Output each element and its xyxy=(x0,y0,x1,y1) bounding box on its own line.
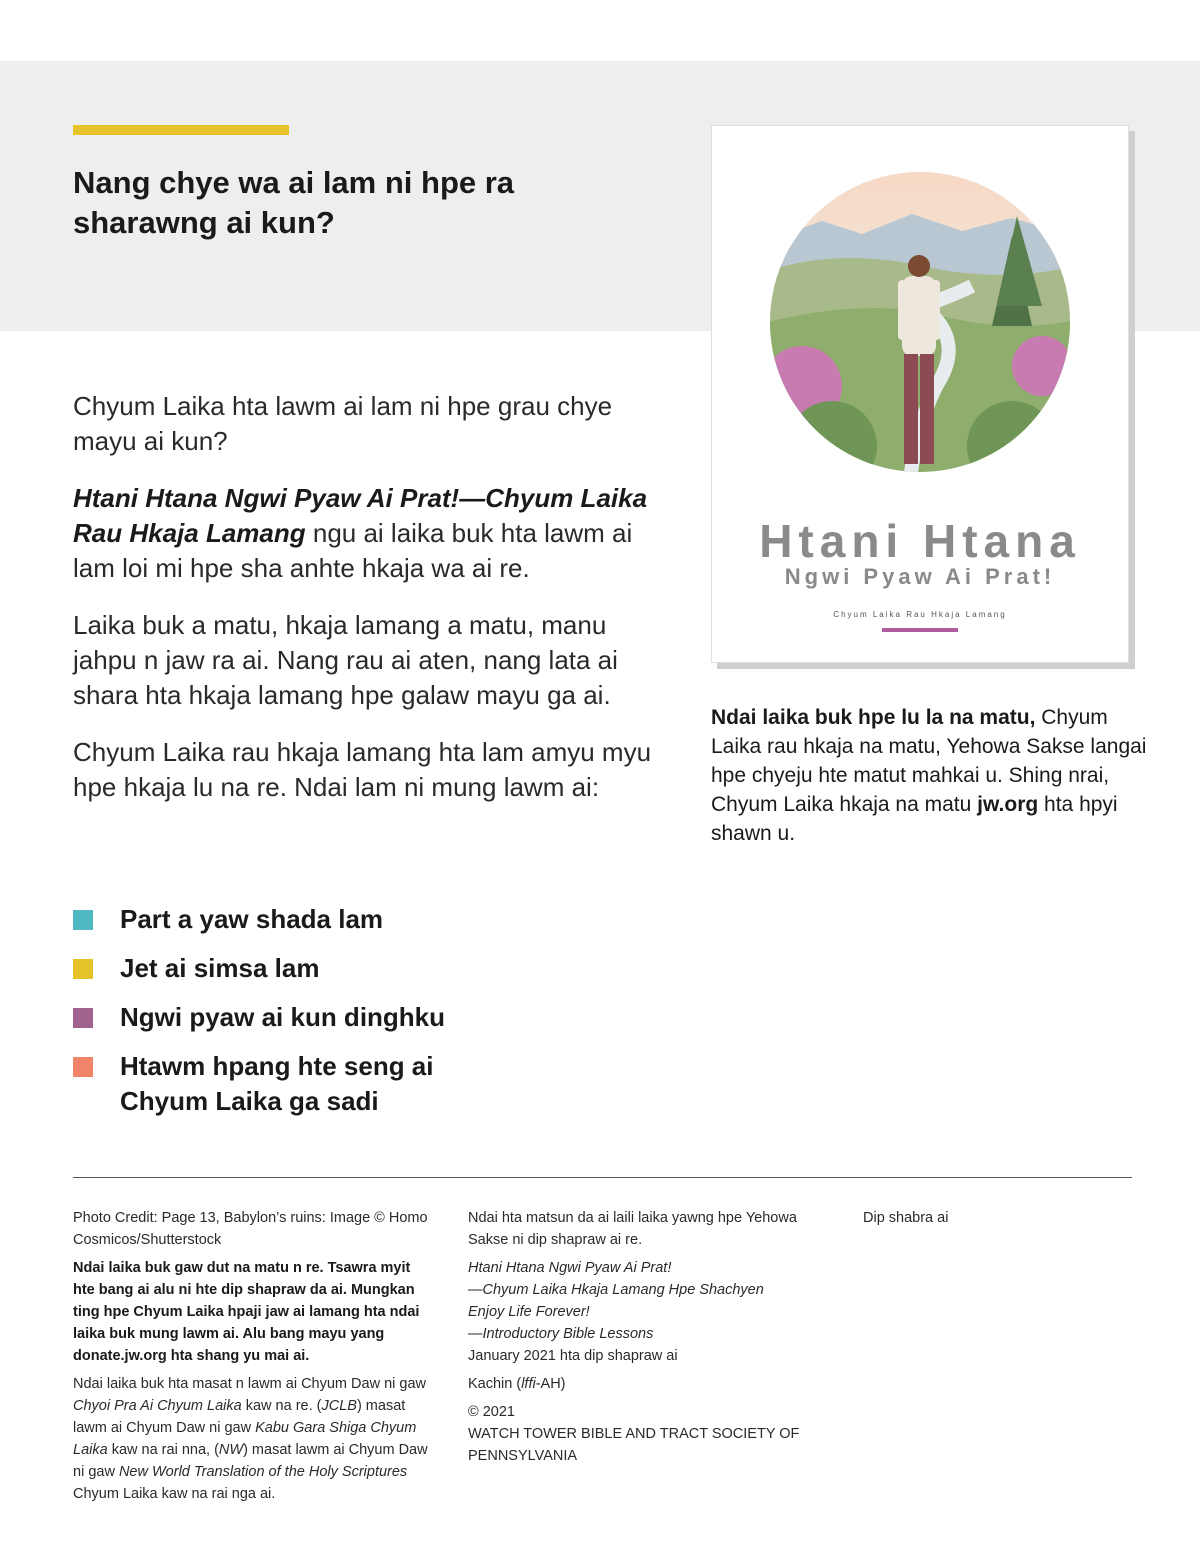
bible-note-text: ) masat lawm ai Chyum Daw ni gaw xyxy=(73,1398,406,1436)
footer-column-2 xyxy=(468,1207,818,1473)
bible-note-text: Chyum Laika kaw na rai nga ai. xyxy=(73,1486,276,1502)
cover-caption xyxy=(711,703,1151,848)
bible-versions-note xyxy=(73,1373,433,1505)
jw-org-link[interactable]: jw.org xyxy=(977,793,1039,816)
language-code-italic: lffi xyxy=(521,1376,536,1392)
title-line: —Introductory Bible Lessons xyxy=(468,1326,654,1342)
copyright-holder: WATCH TOWER BIBLE AND TRACT SOCIETY OF PENNSYLVANIA xyxy=(468,1426,800,1464)
publisher-note: Ndai hta matsun da ai laili laika yawng hpe Yehowa Sakse ni dip shapraw ai re. xyxy=(468,1210,797,1248)
topic-bullet xyxy=(73,959,93,979)
topic-label: Jet ai simsa lam xyxy=(120,953,320,983)
intro-paragraph-1: Chyum Laika hta lawm ai lam ni hpe grau chye mayu ai kun? xyxy=(73,391,613,456)
donation-note: Ndai laika buk gaw dut na matu n re. Tsawra myit hte bang ai alu ni hte dip shapraw da ai. Mungkan ting hpe Chyum Laika hpaji jaw ai lamang hta ndai laika buk mung lawm ai. Alu bang mayu yang donate.jw.org hta shang yu mai ai. xyxy=(73,1260,420,1364)
topic-bullet xyxy=(73,1008,93,1028)
footer-column-3 xyxy=(863,1207,1113,1235)
page-title-line1: Nang chye wa ai lam ni hpe ra xyxy=(73,165,515,200)
bible-note-text: kaw na re. ( xyxy=(241,1398,322,1414)
bible-note-italic: New World Translation of the Holy Scriptures xyxy=(118,1464,408,1480)
language-text: Kachin ( xyxy=(468,1376,522,1392)
intro-paragraph-2-text: ngu ai laika buk hta lawm ai lam loi mi hpe sha anhte hkaja wa ai re. xyxy=(73,518,633,583)
page-title-line2: sharawng ai kun? xyxy=(73,205,335,240)
topic-item xyxy=(73,951,493,986)
cover-title: Htani Htana xyxy=(759,515,1081,567)
topic-bullet xyxy=(73,1057,93,1077)
title-line: —Chyum Laika Hkaja Lamang Hpe Shachyen xyxy=(468,1282,764,1298)
bible-note-italic: Chyoi Pra Ai Chyum Laika xyxy=(73,1398,242,1414)
caption-text-2: hta hpyi shawn u. xyxy=(711,793,1118,845)
publication-titles xyxy=(468,1257,818,1367)
caption-bold: Ndai laika buk hpe lu la na matu, xyxy=(711,706,1036,729)
page-title xyxy=(73,163,633,243)
intro-paragraph-4: Chyum Laika rau hkaja lamang hta lam amyu myu hpe hkaja lu na re. Ndai lam ni mung lawm ai: xyxy=(73,737,652,802)
topic-label: Ngwi pyaw ai kun dinghku xyxy=(120,1002,446,1032)
printing-date: January 2021 hta dip shapraw ai xyxy=(468,1348,678,1364)
photo-credit: Photo Credit: Page 13, Babylon’s ruins: Image © Homo Cosmicos/Shutterstock xyxy=(73,1210,428,1248)
bible-note-italic: Kabu Gara Shiga Chyum Laika xyxy=(73,1420,417,1458)
footer-divider xyxy=(73,1177,1132,1178)
accent-bar xyxy=(73,125,289,135)
book-title: Htani Htana Ngwi Pyaw Ai Prat!—Chyum Laika Rau Hkaja Lamang xyxy=(73,483,648,548)
topic-item xyxy=(73,1049,493,1119)
printed-label: Dip shabra ai xyxy=(863,1210,949,1226)
copyright-year: © 2021 xyxy=(468,1404,515,1420)
topic-item xyxy=(73,902,493,937)
topic-item xyxy=(73,1000,493,1035)
topic-label: Htawm hpang hte seng ai Chyum Laika ga sadi xyxy=(120,1051,434,1116)
bible-note-italic: JCLB xyxy=(321,1398,357,1414)
bible-note-text: ) masat lawm ai Chyum Daw ni gaw xyxy=(73,1442,428,1480)
bible-note-text: kaw na rai nna, ( xyxy=(107,1442,219,1458)
topic-bullet xyxy=(73,910,93,930)
bible-note-italic: NW xyxy=(218,1442,244,1458)
language-text: -AH) xyxy=(535,1376,566,1392)
bible-note-text: Ndai laika buk hta masat n lawm ai Chyum Daw ni gaw xyxy=(73,1376,426,1392)
caption-text-1: Chyum Laika rau hkaja na matu, Yehowa Sakse langai hpe chyeju hte matut mahkai u. Shing nrai, Chyum Laika hkaja na matu xyxy=(711,706,1147,816)
footer-column-1 xyxy=(73,1207,433,1511)
title-line: Enjoy Life Forever! xyxy=(468,1304,590,1320)
intro-paragraph-2 xyxy=(73,481,663,586)
intro-text xyxy=(73,389,663,827)
cover-illustration xyxy=(712,126,1128,506)
intro-paragraph-3: Laika buk a matu, hkaja lamang a matu, manu jahpu n jaw ra ai. Nang rau ai aten, nang lata ai shara hta hkaja lamang hpe galaw mayu ga ai. xyxy=(73,610,618,710)
topic-list xyxy=(73,902,493,1133)
title-line: Htani Htana Ngwi Pyaw Ai Prat! xyxy=(468,1260,672,1276)
book-cover xyxy=(711,125,1129,663)
topic-label: Part a yaw shada lam xyxy=(120,904,384,934)
cover-small-title: Chyum Laika Rau Hkaja Lamang xyxy=(833,610,1007,619)
language-code xyxy=(468,1373,818,1395)
copyright xyxy=(468,1401,818,1467)
cover-subtitle: Ngwi Pyaw Ai Prat! xyxy=(784,564,1056,589)
cover-accent-bar xyxy=(882,628,958,632)
